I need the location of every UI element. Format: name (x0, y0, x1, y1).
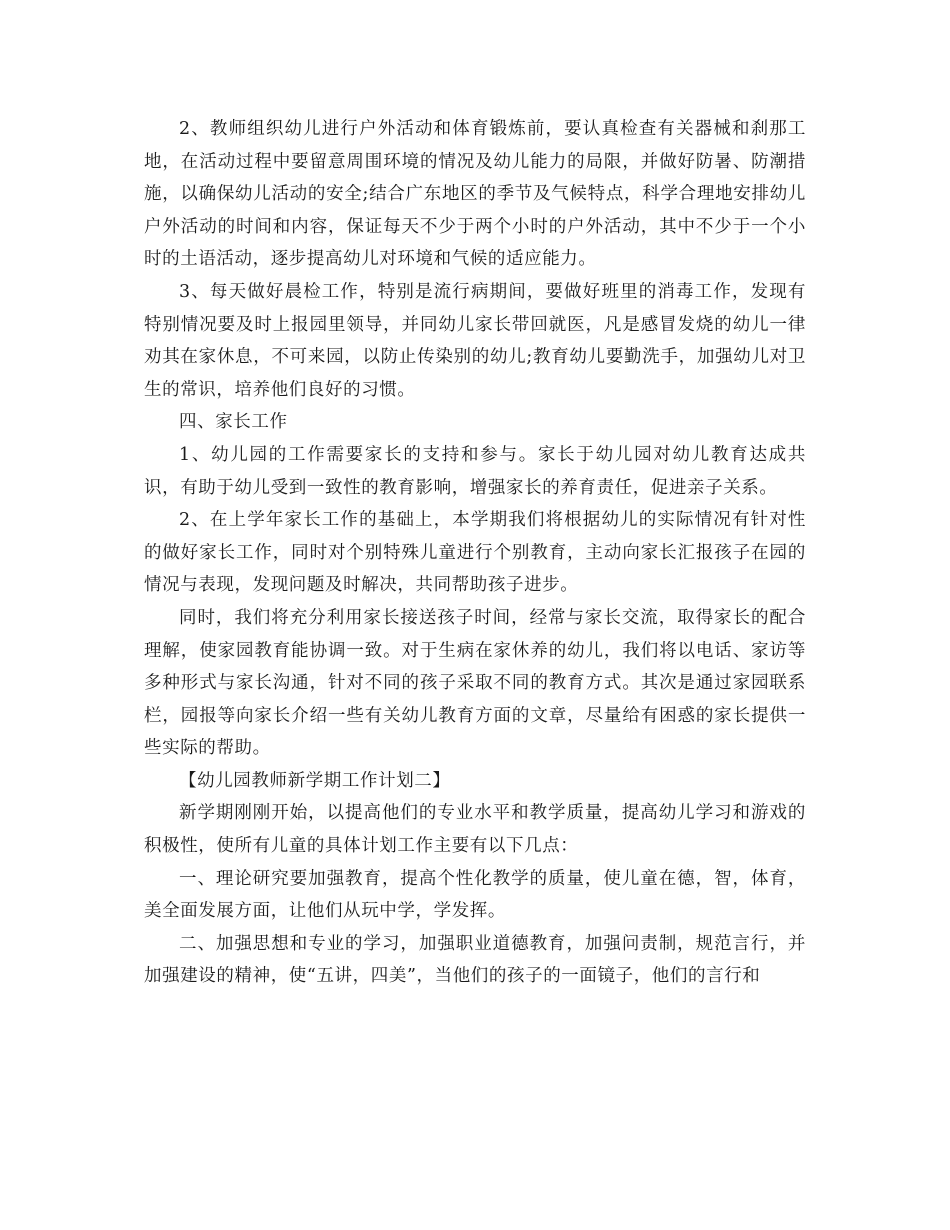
paragraph-parent-work-plan: 2、在上学年家长工作的基础上，本学期我们将根据幼儿的实际情况有针对性的做好家长工作，同时对个别特殊儿童进行个别教育，主动向家长汇报孩子在园的情况与表现，发现问题及时解决，共同帮助孩子进步。 (144, 510, 806, 596)
paragraph-ideology-study: 二、加强思想和专业的学习，加强职业道德教育，加强问责制，规范言行，并加强建设的精神，使“五讲，四美”，当他们的孩子的一面镜子，他们的言行和 (144, 933, 806, 987)
section-heading-parent-work: 四、家长工作 (179, 412, 288, 433)
paragraph-outdoor-safety: 2、教师组织幼儿进行户外活动和体育锻炼前，要认真检查有关器械和刹那工地，在活动过程中要留意周围环境的情况及幼儿能力的局限，并做好防暑、防潮措施，以确保幼儿活动的安全;结合广东地区的季节及气候特点，科学合理地安排幼儿户外活动的时间和内容，保证每天不少于两个小时的户外活动，其中不少于一个小时的土语活动，逐步提高幼儿对环境和气候的适应能力。 (144, 119, 806, 270)
plan-two-heading: 【幼儿园教师新学期工作计划二】 (179, 770, 451, 791)
paragraph-parent-support: 1、幼儿园的工作需要家长的支持和参与。家长于幼儿园对幼儿教育达成共识，有助于幼儿受到一致性的教育影响，增强家长的养育责任，促进亲子关系。 (144, 444, 806, 498)
paragraph-theory-research: 一、理论研究要加强教育，提高个性化教学的质量，使儿童在德，智，体育，美全面发展方面，让他们从玩中学，学发挥。 (144, 868, 806, 922)
paragraph-morning-check: 3、每天做好晨检工作，特别是流行病期间，要做好班里的消毒工作，发现有特别情况要及时上报园里领导，并同幼儿家长带回就医，凡是感冒发烧的幼儿一律劝其在家休息，不可来园，以防止传染别的幼儿;教育幼儿要勤洗手，加强幼儿对卫生的常识，培养他们良好的习惯。 (144, 281, 806, 400)
document-body (144, 113, 806, 993)
paragraph-new-semester: 新学期刚刚开始，以提高他们的专业水平和教学质量，提高幼儿学习和游戏的积极性，使所有儿童的具体计划工作主要有以下几点： (144, 803, 806, 857)
paragraph-parent-communication: 同时，我们将充分利用家长接送孩子时间，经常与家长交流，取得家长的配合理解，使家园教育能协调一致。对于生病在家休养的幼儿，我们将以电话、家访等多种形式与家长沟通，针对不同的孩子采取不同的教育方式。其次是通过家园联系栏，园报等向家长介绍一些有关幼儿教育方面的文章，尽量给有困惑的家长提供一些实际的帮助。 (144, 607, 806, 759)
